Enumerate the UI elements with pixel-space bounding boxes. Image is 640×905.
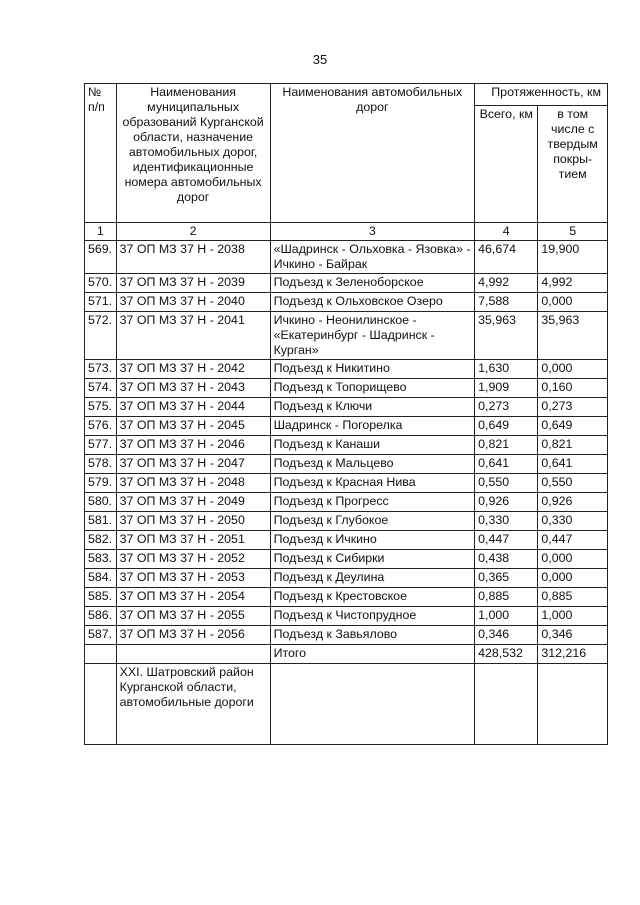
table-row xyxy=(85,417,608,436)
length-total: 0,821 xyxy=(475,436,538,455)
length-total: 0,438 xyxy=(475,550,538,569)
road-id: 37 ОП МЗ 37 Н - 2048 xyxy=(116,474,270,493)
total-empty-cell xyxy=(85,645,117,664)
header-total-km: Всего, км xyxy=(475,106,538,223)
row-number: 587. xyxy=(85,626,117,645)
section-title: XXI. Шатровский район Курганской области, автомобильные дороги xyxy=(116,664,270,745)
length-total: 0,447 xyxy=(475,531,538,550)
road-name: Подъезд к Топорищево xyxy=(270,379,475,398)
total-empty-cell xyxy=(116,645,270,664)
road-id: 37 ОП МЗ 37 Н - 2040 xyxy=(116,293,270,312)
road-name: Подъезд к Крестовское xyxy=(270,588,475,607)
total-length: 428,532 xyxy=(475,645,538,664)
row-number: 578. xyxy=(85,455,117,474)
table-row xyxy=(85,360,608,379)
length-total: 0,365 xyxy=(475,569,538,588)
table-row xyxy=(85,312,608,360)
page-number: 35 xyxy=(312,52,328,67)
road-name: Подъезд к Зеленоборское xyxy=(270,274,475,293)
table-row xyxy=(85,588,608,607)
length-hard-surface: 0,160 xyxy=(538,379,608,398)
table-row xyxy=(85,512,608,531)
row-number: 582. xyxy=(85,531,117,550)
length-total: 0,885 xyxy=(475,588,538,607)
road-id: 37 ОП МЗ 37 Н - 2056 xyxy=(116,626,270,645)
table-row xyxy=(85,293,608,312)
road-name: Подъезд к Деулина xyxy=(270,569,475,588)
length-hard-surface: 0,641 xyxy=(538,455,608,474)
section-empty-cell xyxy=(270,664,475,745)
road-name: Подъезд к Прогресс xyxy=(270,493,475,512)
length-hard-surface: 0,885 xyxy=(538,588,608,607)
table-row xyxy=(85,398,608,417)
length-total: 0,330 xyxy=(475,512,538,531)
header-extent: Протяженность, км xyxy=(475,84,608,106)
road-name: Подъезд к Красная Нива xyxy=(270,474,475,493)
row-number: 570. xyxy=(85,274,117,293)
road-id: 37 ОП МЗ 37 Н - 2043 xyxy=(116,379,270,398)
table-row xyxy=(85,493,608,512)
header-municipal: Наименования муниципальных образований Курганской области, назначение автомобильных дорог, идентификационные номера автомобильных дорог xyxy=(116,84,270,223)
road-id: 37 ОП МЗ 37 Н - 2051 xyxy=(116,531,270,550)
row-number: 581. xyxy=(85,512,117,531)
row-number: 585. xyxy=(85,588,117,607)
table-row xyxy=(85,626,608,645)
row-number: 571. xyxy=(85,293,117,312)
row-number: 575. xyxy=(85,398,117,417)
roads-table xyxy=(84,83,608,745)
table-row xyxy=(85,550,608,569)
length-hard-surface: 0,926 xyxy=(538,493,608,512)
row-number: 572. xyxy=(85,312,117,360)
length-total: 0,346 xyxy=(475,626,538,645)
row-number: 574. xyxy=(85,379,117,398)
road-id: 37 ОП МЗ 37 Н - 2053 xyxy=(116,569,270,588)
length-total: 0,926 xyxy=(475,493,538,512)
table-row xyxy=(85,379,608,398)
road-name: Подъезд к Мальцево xyxy=(270,455,475,474)
road-id: 37 ОП МЗ 37 Н - 2038 xyxy=(116,241,270,274)
road-id: 37 ОП МЗ 37 Н - 2052 xyxy=(116,550,270,569)
table-row xyxy=(85,569,608,588)
length-total: 1,000 xyxy=(475,607,538,626)
length-hard-surface: 0,000 xyxy=(538,569,608,588)
road-name: Подъезд к Ичкино xyxy=(270,531,475,550)
road-name: Подъезд к Канаши xyxy=(270,436,475,455)
length-total: 0,641 xyxy=(475,455,538,474)
row-number: 584. xyxy=(85,569,117,588)
length-hard-surface: 0,000 xyxy=(538,293,608,312)
length-hard-surface: 0,447 xyxy=(538,531,608,550)
length-total: 0,273 xyxy=(475,398,538,417)
header-number: № п/п xyxy=(85,84,117,223)
road-name: Шадринск - Погорелка xyxy=(270,417,475,436)
road-name: Подъезд к Никитино xyxy=(270,360,475,379)
road-name: «Шадринск - Ольховка - Язовка» - Ичкино - Байрак xyxy=(270,241,475,274)
length-hard-surface: 4,992 xyxy=(538,274,608,293)
table-row xyxy=(85,531,608,550)
table-row xyxy=(85,436,608,455)
column-number: 5 xyxy=(538,223,608,241)
column-number: 1 xyxy=(85,223,117,241)
total-hard-surface: 312,216 xyxy=(538,645,608,664)
length-total: 0,550 xyxy=(475,474,538,493)
table-row xyxy=(85,455,608,474)
table-row xyxy=(85,474,608,493)
length-hard-surface: 0,000 xyxy=(538,550,608,569)
length-hard-surface: 0,821 xyxy=(538,436,608,455)
road-id: 37 ОП МЗ 37 Н - 2044 xyxy=(116,398,270,417)
section-row xyxy=(85,664,608,745)
road-name: Подъезд к Ольховское Озеро xyxy=(270,293,475,312)
row-number: 579. xyxy=(85,474,117,493)
road-id: 37 ОП МЗ 37 Н - 2050 xyxy=(116,512,270,531)
road-id: 37 ОП МЗ 37 Н - 2047 xyxy=(116,455,270,474)
row-number: 573. xyxy=(85,360,117,379)
road-id: 37 ОП МЗ 37 Н - 2039 xyxy=(116,274,270,293)
column-number: 4 xyxy=(475,223,538,241)
table-row xyxy=(85,241,608,274)
road-name: Ичкино - Неонилинское - «Екатеринбург - Шадринск - Курган» xyxy=(270,312,475,360)
row-number: 586. xyxy=(85,607,117,626)
section-empty-cell xyxy=(475,664,538,745)
length-hard-surface: 0,649 xyxy=(538,417,608,436)
table-header-row xyxy=(85,84,608,106)
length-hard-surface: 0,550 xyxy=(538,474,608,493)
length-hard-surface: 1,000 xyxy=(538,607,608,626)
row-number: 576. xyxy=(85,417,117,436)
length-total: 7,588 xyxy=(475,293,538,312)
table-row xyxy=(85,607,608,626)
road-id: 37 ОП МЗ 37 Н - 2045 xyxy=(116,417,270,436)
length-total: 0,649 xyxy=(475,417,538,436)
length-total: 46,674 xyxy=(475,241,538,274)
road-id: 37 ОП МЗ 37 Н - 2055 xyxy=(116,607,270,626)
length-hard-surface: 0,346 xyxy=(538,626,608,645)
road-id: 37 ОП МЗ 37 Н - 2041 xyxy=(116,312,270,360)
header-hard-surface: в том числе с твердым покры-тием xyxy=(538,106,608,223)
length-total: 1,630 xyxy=(475,360,538,379)
column-number: 3 xyxy=(270,223,475,241)
road-id: 37 ОП МЗ 37 Н - 2046 xyxy=(116,436,270,455)
road-name: Подъезд к Сибирки xyxy=(270,550,475,569)
row-number: 583. xyxy=(85,550,117,569)
length-total: 4,992 xyxy=(475,274,538,293)
road-name: Подъезд к Ключи xyxy=(270,398,475,417)
road-name: Подъезд к Чистопрудное xyxy=(270,607,475,626)
column-numbers-row xyxy=(85,223,608,241)
length-hard-surface: 19,900 xyxy=(538,241,608,274)
length-hard-surface: 0,273 xyxy=(538,398,608,417)
road-id: 37 ОП МЗ 37 Н - 2042 xyxy=(116,360,270,379)
row-number: 569. xyxy=(85,241,117,274)
column-number: 2 xyxy=(116,223,270,241)
road-name: Подъезд к Глубокое xyxy=(270,512,475,531)
section-empty-cell xyxy=(85,664,117,745)
length-total: 1,909 xyxy=(475,379,538,398)
total-row xyxy=(85,645,608,664)
length-hard-surface: 0,000 xyxy=(538,360,608,379)
table-row xyxy=(85,274,608,293)
road-id: 37 ОП МЗ 37 Н - 2054 xyxy=(116,588,270,607)
section-empty-cell xyxy=(538,664,608,745)
length-hard-surface: 35,963 xyxy=(538,312,608,360)
row-number: 580. xyxy=(85,493,117,512)
header-road-names: Наименования автомобильных дорог xyxy=(270,84,475,223)
length-total: 35,963 xyxy=(475,312,538,360)
row-number: 577. xyxy=(85,436,117,455)
road-name: Подъезд к Завьялово xyxy=(270,626,475,645)
total-label: Итого xyxy=(270,645,475,664)
length-hard-surface: 0,330 xyxy=(538,512,608,531)
road-id: 37 ОП МЗ 37 Н - 2049 xyxy=(116,493,270,512)
